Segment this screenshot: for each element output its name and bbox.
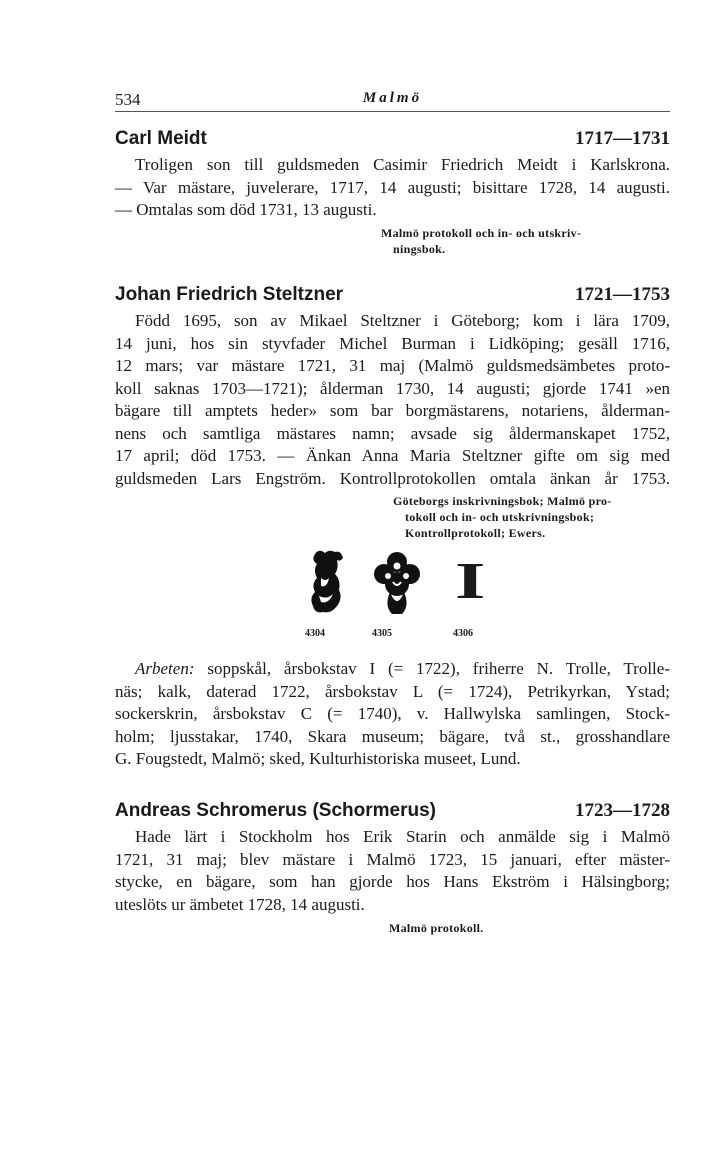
works-line: holm; ljusstakar, 1740, Skara museum; bägare, två st., grosshandlare bbox=[115, 726, 670, 746]
entry-name: Johan Friedrich Steltzner bbox=[115, 284, 344, 305]
running-title: Malmö bbox=[362, 90, 423, 106]
mark-glyph: I bbox=[455, 553, 486, 610]
works-text: soppskål, årsbokstav I (= 1722), friherre N. Trolle, Trolle- bbox=[207, 659, 670, 678]
mark-number: 4306 bbox=[453, 628, 473, 639]
body-line: 12 mars; var mästare 1721, 31 maj (Malmö guldsmedsämbetes proto- bbox=[115, 356, 670, 375]
page-number: 534 bbox=[115, 90, 141, 109]
entry-body-cont bbox=[115, 333, 670, 491]
works-line: sockerskrin, årsbokstav C (= 1740), v. Hallwylska samlingen, Stock- bbox=[115, 704, 670, 723]
source-note bbox=[381, 225, 670, 257]
entry-johan-friedrich-steltzner bbox=[115, 284, 670, 541]
works-line bbox=[135, 658, 670, 681]
entry-andreas-schromerus bbox=[115, 800, 670, 936]
entry-body bbox=[115, 826, 670, 849]
entry-name: Carl Meidt bbox=[115, 128, 207, 149]
body-line: 17 april; död 1753. — Änkan Anna Maria Steltzner gifte om sig med bbox=[115, 446, 670, 465]
body-line: guldsmeden Lars Engström. Kontrollprotokollen omtala änkan år 1753. bbox=[115, 468, 670, 488]
source-line: ningsbok. bbox=[393, 241, 446, 256]
body-line: stycke, en bägare, som han gjorde hos Hans Ekström i Hälsingborg; bbox=[115, 872, 670, 891]
works-body bbox=[115, 658, 670, 681]
mark-number: 4305 bbox=[372, 628, 392, 639]
entry-years: 1721—1753 bbox=[575, 284, 670, 305]
body-line: Född 1695, son av Mikael Steltzner i Göteborg; kom i lära 1709, bbox=[135, 311, 670, 330]
entry-years: 1717—1731 bbox=[575, 128, 670, 149]
source-note bbox=[393, 493, 670, 541]
body-line: — Var mästare, juvelerare, 1717, 14 augusti; bisittare 1728, 14 augusti. bbox=[115, 177, 670, 197]
body-line: Hade lärt i Stockholm hos Erik Starin och anmälde sig i Malmö bbox=[135, 827, 670, 846]
entry-carl-meidt bbox=[115, 128, 670, 257]
body-line: uteslöts ur ämbetet 1728, 14 augusti. bbox=[115, 894, 365, 914]
body-line: bägare till amptets heder» som bar borgmästarens, notariens, ålderman- bbox=[115, 401, 670, 420]
flower-cluster-mark-icon bbox=[372, 548, 422, 618]
body-line: 14 juni, hos sin styvfader Michel Burman i Lidköping; gesäll 1716, bbox=[115, 333, 670, 353]
source-line: tokoll och in- och utskrivningsbok; bbox=[405, 510, 595, 524]
body-line: — Omtalas som död 1731, 13 augusti. bbox=[115, 200, 377, 219]
entry-years: 1723—1728 bbox=[575, 800, 670, 821]
source-note bbox=[389, 920, 670, 936]
source-line: Malmö protokoll och in- och utskriv- bbox=[381, 225, 582, 240]
stag-head-mark-icon bbox=[307, 548, 347, 618]
works-label: Arbeten: bbox=[135, 659, 195, 678]
entry-body bbox=[115, 310, 670, 333]
works-line: näs; kalk, daterad 1722, årsbokstav L (= 1724), Petrikyrkan, Ystad; bbox=[115, 681, 670, 701]
entry-body-cont bbox=[115, 177, 670, 222]
works-section bbox=[115, 658, 670, 771]
source-line: Göteborgs inskrivningsbok; Malmö pro- bbox=[393, 494, 612, 508]
body-line: koll saknas 1703—1721); ålderman 1730, 14 augusti; gjorde 1741 »en bbox=[115, 378, 670, 398]
page-header bbox=[115, 90, 670, 114]
source-line: Malmö protokoll. bbox=[389, 921, 484, 935]
body-line: 1721, 31 maj; blev mästare i Malmö 1723, 15 januari, efter mäster- bbox=[115, 849, 670, 869]
body-line: Troligen son till guldsmeden Casimir Friedrich Meidt i Karlskrona. bbox=[135, 155, 670, 174]
mark-number: 4304 bbox=[305, 628, 325, 639]
letter-i-mark-icon bbox=[455, 553, 486, 610]
entry-body-cont bbox=[115, 849, 670, 917]
works-body-cont bbox=[115, 681, 670, 771]
source-line: Kontrollprotokoll; Ewers. bbox=[405, 526, 546, 540]
entry-body bbox=[115, 154, 670, 177]
hallmarks-row bbox=[115, 548, 670, 648]
entry-name: Andreas Schromerus (Schormerus) bbox=[115, 800, 436, 821]
works-line: G. Fougstedt, Malmö; sked, Kulturhistoriska museet, Lund. bbox=[115, 749, 521, 768]
header-rule bbox=[115, 111, 670, 112]
body-line: nens och samtliga mästares namn; avsade sig åldermanskapet 1752, bbox=[115, 423, 670, 443]
